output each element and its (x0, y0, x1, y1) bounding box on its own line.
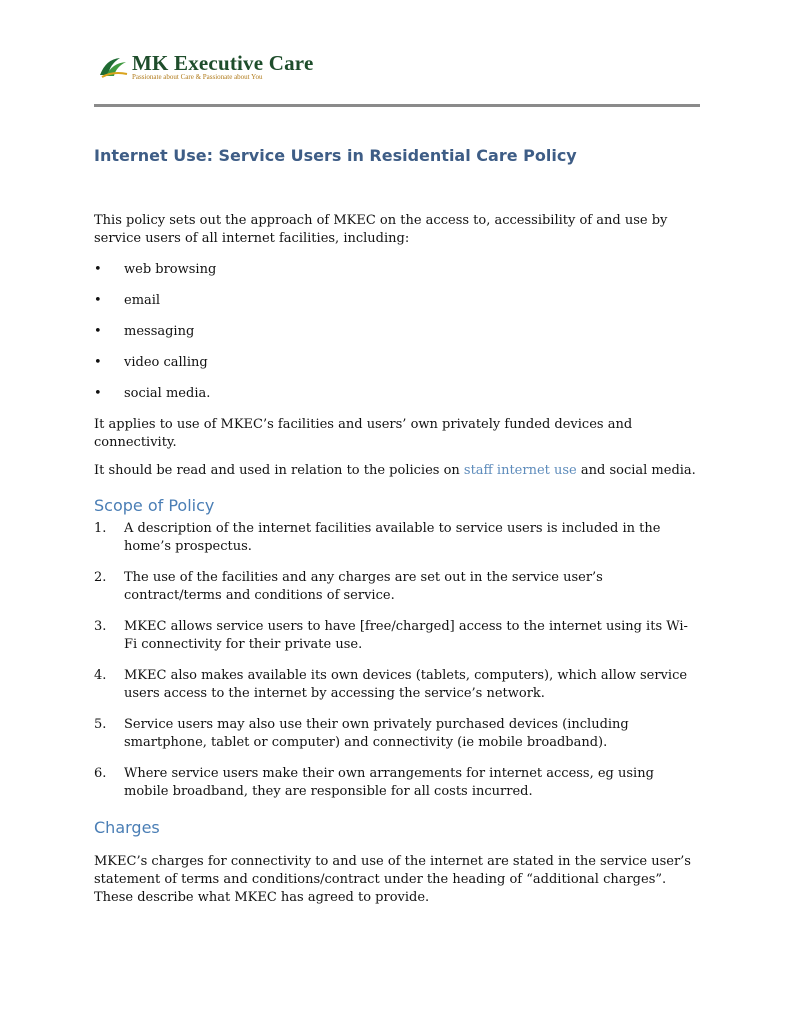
list-item-text: Where service users make their own arrangements for internet access, eg using mobile broadband, they are responsible for all costs incurred. (124, 766, 654, 799)
list-item-text: messaging (124, 324, 195, 339)
applies-paragraph: It applies to use of MKEC’s facilities and users’ own privately funded devices and connectivity. (94, 417, 633, 450)
list-item (94, 716, 700, 752)
charges-paragraph: MKEC’s charges for connectivity to and use of the internet are stated in the service user’s statement of terms and conditions/contract under the heading of “additional charges”. These describe what MKEC has agreed to provide. (94, 854, 691, 905)
list-item-text: A description of the internet facilities available to service users is included in the home’s prospectus. (124, 521, 661, 554)
list-item (94, 765, 700, 801)
related-text-before: It should be read and used in relation to the policies on (94, 463, 464, 478)
list-item-text: video calling (124, 355, 208, 370)
header-divider (94, 104, 700, 107)
list-item (94, 618, 700, 654)
list-item (94, 520, 700, 556)
list-item-text: MKEC allows service users to have [free/charged] access to the internet using its Wi-Fi connectivity for their private use. (124, 619, 688, 652)
list-item (94, 569, 700, 605)
intro-paragraph: This policy sets out the approach of MKEC on the access to, accessibility of and use by service users of all internet facilities, including: (94, 213, 668, 246)
list-item-text: social media. (124, 386, 211, 401)
bullet-marker: • (94, 293, 102, 308)
list-item-text: MKEC also makes available its own devices (tablets, computers), which allow service users access to the internet by accessing the service’s network. (124, 668, 688, 701)
staff-internet-use-link[interactable]: staff internet use (463, 463, 577, 478)
related-text-after: and social media. (576, 463, 696, 478)
charges-heading: Charges (94, 818, 160, 837)
list-item-text: email (124, 293, 161, 308)
list-item-text: web browsing (124, 262, 217, 277)
document-title: Internet Use: Service Users in Residential Care Policy (94, 146, 577, 165)
logo-tagline: Passionate about Care & Passionate about You (132, 73, 263, 81)
scope-heading: Scope of Policy (94, 496, 215, 515)
item-number: 2. (94, 570, 107, 585)
item-number: 4. (94, 668, 107, 683)
item-number: 5. (94, 717, 107, 732)
list-item-text: The use of the facilities and any charges are set out in the service user’s contract/terms and conditions of service. (124, 570, 603, 603)
company-logo (98, 52, 313, 81)
scope-numbered-list (94, 520, 700, 814)
item-number: 6. (94, 766, 107, 781)
document-header (94, 48, 700, 108)
related-policies-paragraph (94, 462, 700, 480)
logo-emblem-icon (98, 55, 128, 79)
bullet-marker: • (94, 262, 102, 277)
logo-title: MK Executive Care (132, 51, 314, 75)
list-item (94, 667, 700, 703)
bullet-marker: • (94, 386, 102, 401)
bullet-marker: • (94, 355, 102, 370)
list-item-text: Service users may also use their own privately purchased devices (including smartphone, tablet or computer) and connectivity (ie mobile broadband). (124, 717, 629, 750)
item-number: 1. (94, 521, 107, 536)
item-number: 3. (94, 619, 107, 634)
bullet-marker: • (94, 324, 102, 339)
